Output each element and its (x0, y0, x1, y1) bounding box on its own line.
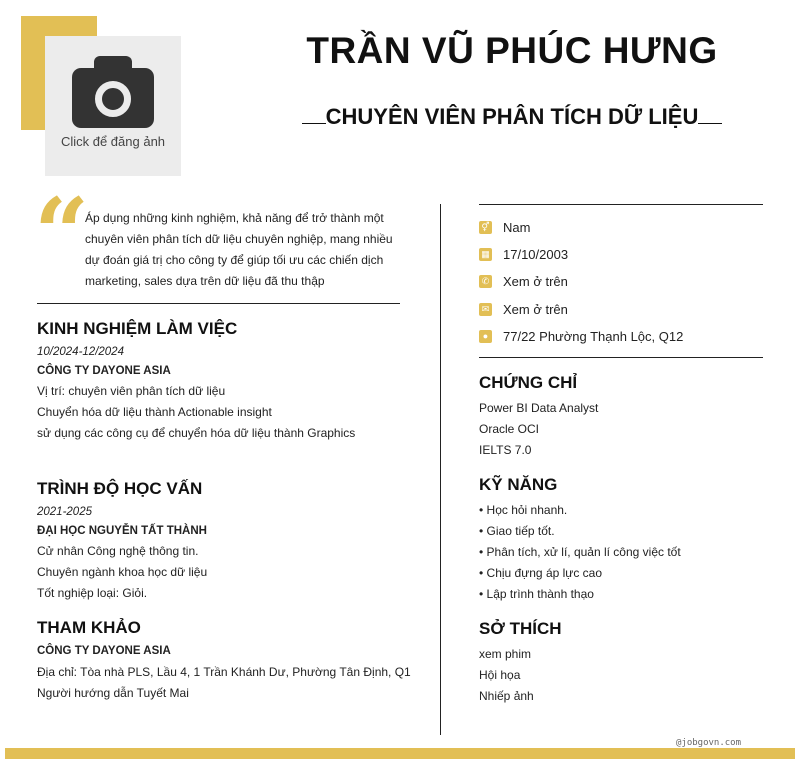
experience-date: 10/2024-12/2024 (37, 346, 124, 358)
certificates-heading: CHỨNG CHỈ (479, 373, 578, 392)
education-heading: TRÌNH ĐỘ HỌC VẤN (37, 479, 203, 498)
experience-line: sử dụng các công cụ để chuyển hóa dữ liệu thành Graphics (37, 426, 356, 440)
education-line: Tốt nghiệp loại: Giỏi. (37, 586, 148, 600)
column-divider (440, 204, 441, 735)
contact-value: Xem ở trên (503, 301, 568, 317)
contact-value: Xem ở trên (503, 273, 568, 289)
candidate-name: TRẦN VŨ PHÚC HƯNG (306, 30, 718, 71)
photo-upload[interactable] (45, 36, 181, 176)
location-icon: ● (479, 330, 492, 343)
contact-value: 17/10/2003 (503, 246, 569, 262)
certificate-item: Power BI Data Analyst (479, 401, 599, 415)
email-icon: ✉ (479, 303, 492, 316)
contact-gender (479, 217, 530, 237)
contact-email (479, 299, 568, 319)
job-title (240, 104, 784, 130)
contact-phone (479, 271, 568, 291)
quote-icon: “ (34, 177, 90, 290)
skill-item: • Chịu đựng áp lực cao (479, 566, 602, 580)
photo-caption: Click để đăng ảnh (60, 134, 166, 149)
hobby-item: Hội họa (479, 668, 521, 682)
experience-line: Chuyển hóa dữ liệu thành Actionable insight (37, 405, 272, 419)
skill-item: • Lập trình thành thạo (479, 587, 594, 601)
experience-company: CÔNG TY DAYONE ASIA (37, 365, 171, 377)
phone-icon: ✆ (479, 275, 492, 288)
skills-heading: KỸ NĂNG (479, 475, 558, 494)
title-rule-right (698, 123, 722, 124)
certificate-item: IELTS 7.0 (479, 443, 532, 457)
divider (479, 204, 763, 205)
education-date: 2021-2025 (37, 506, 92, 518)
skill-item: • Học hỏi nhanh. (479, 503, 568, 517)
hobbies-heading: SỞ THÍCH (479, 619, 562, 638)
divider (479, 357, 763, 358)
reference-line: Địa chỉ: Tòa nhà PLS, Lầu 4, 1 Trần Khánh Dư, Phường Tân Định, Q1 (37, 665, 411, 679)
summary-text: Áp dụng những kinh nghiệm, khả năng để trở thành một chuyên viên phân tích dữ liệu chuyên nghiệp, mang nhiều dự đoán giá trị cho công ty để giúp tối ưu các chiến dịch marketing, sales dựa trên dữ liệu đã thu thập (85, 211, 393, 288)
education-school: ĐẠI HỌC NGUYỄN TẤT THÀNH (37, 525, 207, 537)
calendar-icon: ▦ (479, 248, 492, 261)
contact-birthday (479, 244, 568, 264)
certificate-item: Oracle OCI (479, 422, 540, 436)
skill-item: • Phân tích, xử lí, quản lí công việc tốt (479, 545, 681, 559)
education-line: Cử nhân Công nghệ thông tin. (37, 544, 199, 558)
reference-heading: THAM KHẢO (37, 618, 141, 637)
experience-line: Vị trí: chuyên viên phân tích dữ liệu (37, 384, 226, 398)
bottom-accent-bar (5, 748, 795, 759)
watermark: @jobgovn.com (676, 738, 742, 748)
contact-value: 77/22 Phường Thạnh Lộc, Q12 (503, 328, 684, 344)
gender-icon: ⚥ (479, 221, 492, 234)
experience-heading: KINH NGHIỆM LÀM VIỆC (37, 319, 238, 338)
hobby-item: xem phim (479, 647, 532, 661)
skill-item: • Giao tiếp tốt. (479, 524, 555, 538)
hobby-item: Nhiếp ảnh (479, 689, 534, 703)
divider (37, 303, 400, 304)
reference-company: CÔNG TY DAYONE ASIA (37, 645, 171, 657)
camera-icon (72, 56, 154, 128)
education-line: Chuyên ngành khoa học dữ liệu (37, 565, 208, 579)
reference-line: Người hướng dẫn Tuyết Mai (37, 686, 189, 700)
contact-address (479, 326, 683, 346)
job-title-text: CHUYÊN VIÊN PHÂN TÍCH DỮ LIỆU (325, 104, 699, 129)
title-rule-left (302, 123, 326, 124)
contact-value: Nam (503, 219, 531, 235)
